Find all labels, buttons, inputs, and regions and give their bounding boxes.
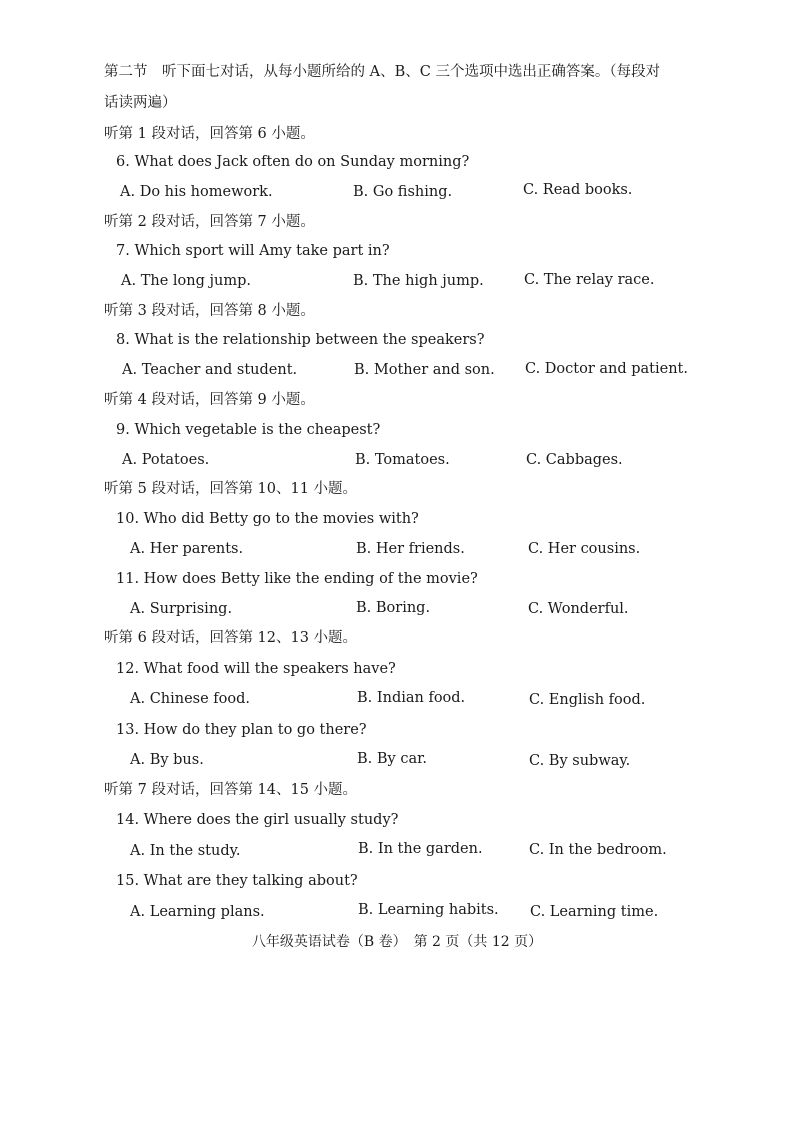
option-b: B. Her friends.	[356, 541, 465, 557]
option-b: B. In the garden.	[358, 841, 483, 857]
option-c: C. Cabbages.	[526, 452, 623, 468]
option-a: A. Learning plans.	[130, 904, 265, 920]
dialogue-heading: 听第 5 段对话，回答第 10、11 小题。	[104, 481, 358, 497]
dialogue-heading: 听第 4 段对话，回答第 9 小题。	[104, 392, 315, 408]
option-b: B. Indian food.	[357, 690, 466, 706]
option-c: C. English food.	[529, 692, 646, 708]
question-text: 12. What food will the speakers have?	[116, 661, 396, 677]
question-text: 14. Where does the girl usually study?	[116, 812, 399, 828]
option-b: B. Go fishing.	[353, 184, 453, 200]
dialogue-heading: 听第 3 段对话，回答第 8 小题。	[104, 303, 315, 319]
option-b: B. Learning habits.	[358, 902, 499, 918]
question-text: 8. What is the relationship between the speakers?	[116, 332, 485, 348]
option-c: C. Doctor and patient.	[525, 361, 688, 377]
question-text: 13. How do they plan to go there?	[116, 722, 367, 738]
option-a: A. By bus.	[130, 752, 204, 768]
option-b: B. Mother and son.	[354, 362, 495, 378]
option-b: B. Tomatoes.	[355, 452, 450, 468]
question-text: 10. Who did Betty go to the movies with?	[116, 511, 419, 527]
dialogue-heading: 听第 7 段对话，回答第 14、15 小题。	[104, 782, 358, 798]
question-text: 9. Which vegetable is the cheapest?	[116, 422, 381, 438]
option-a: A. Do his homework.	[120, 184, 273, 200]
option-a: A. In the study.	[130, 843, 241, 859]
option-c: C. Wonderful.	[528, 601, 629, 617]
option-b: B. By car.	[357, 751, 428, 767]
question-text: 15. What are they talking about?	[116, 873, 358, 889]
section-instruction-line-2: 话读两遍）	[104, 95, 177, 111]
option-c: C. Her cousins.	[528, 541, 641, 557]
option-a: A. The long jump.	[121, 273, 251, 289]
page-footer: 八年级英语试卷（B 卷） 第 2 页（共 12 页）	[251, 934, 543, 950]
question-text: 6. What does Jack often do on Sunday morning?	[116, 154, 470, 170]
question-text: 7. Which sport will Amy take part in?	[116, 243, 390, 259]
option-a: A. Chinese food.	[130, 691, 251, 707]
dialogue-heading: 听第 2 段对话，回答第 7 小题。	[104, 214, 315, 230]
dialogue-heading: 听第 6 段对话，回答第 12、13 小题。	[104, 630, 358, 646]
dialogue-heading: 听第 1 段对话，回答第 6 小题。	[104, 126, 315, 142]
question-text: 11. How does Betty like the ending of the movie?	[116, 571, 478, 587]
option-a: A. Her parents.	[130, 541, 244, 557]
option-c: C. By subway.	[529, 753, 631, 769]
option-a: A. Potatoes.	[122, 452, 210, 468]
option-b: B. The high jump.	[353, 273, 484, 289]
option-b: B. Boring.	[356, 600, 431, 616]
option-a: A. Teacher and student.	[122, 362, 298, 378]
option-c: C. The relay race.	[524, 272, 655, 288]
option-c: C. Learning time.	[530, 904, 659, 920]
option-c: C. In the bedroom.	[529, 842, 667, 858]
option-c: C. Read books.	[523, 182, 633, 198]
section-instruction-line-1: 第二节 听下面七对话，从每小题所给的 A、B、C 三个选项中选出正确答案。（每段对	[104, 64, 661, 80]
option-a: A. Surprising.	[130, 601, 233, 617]
